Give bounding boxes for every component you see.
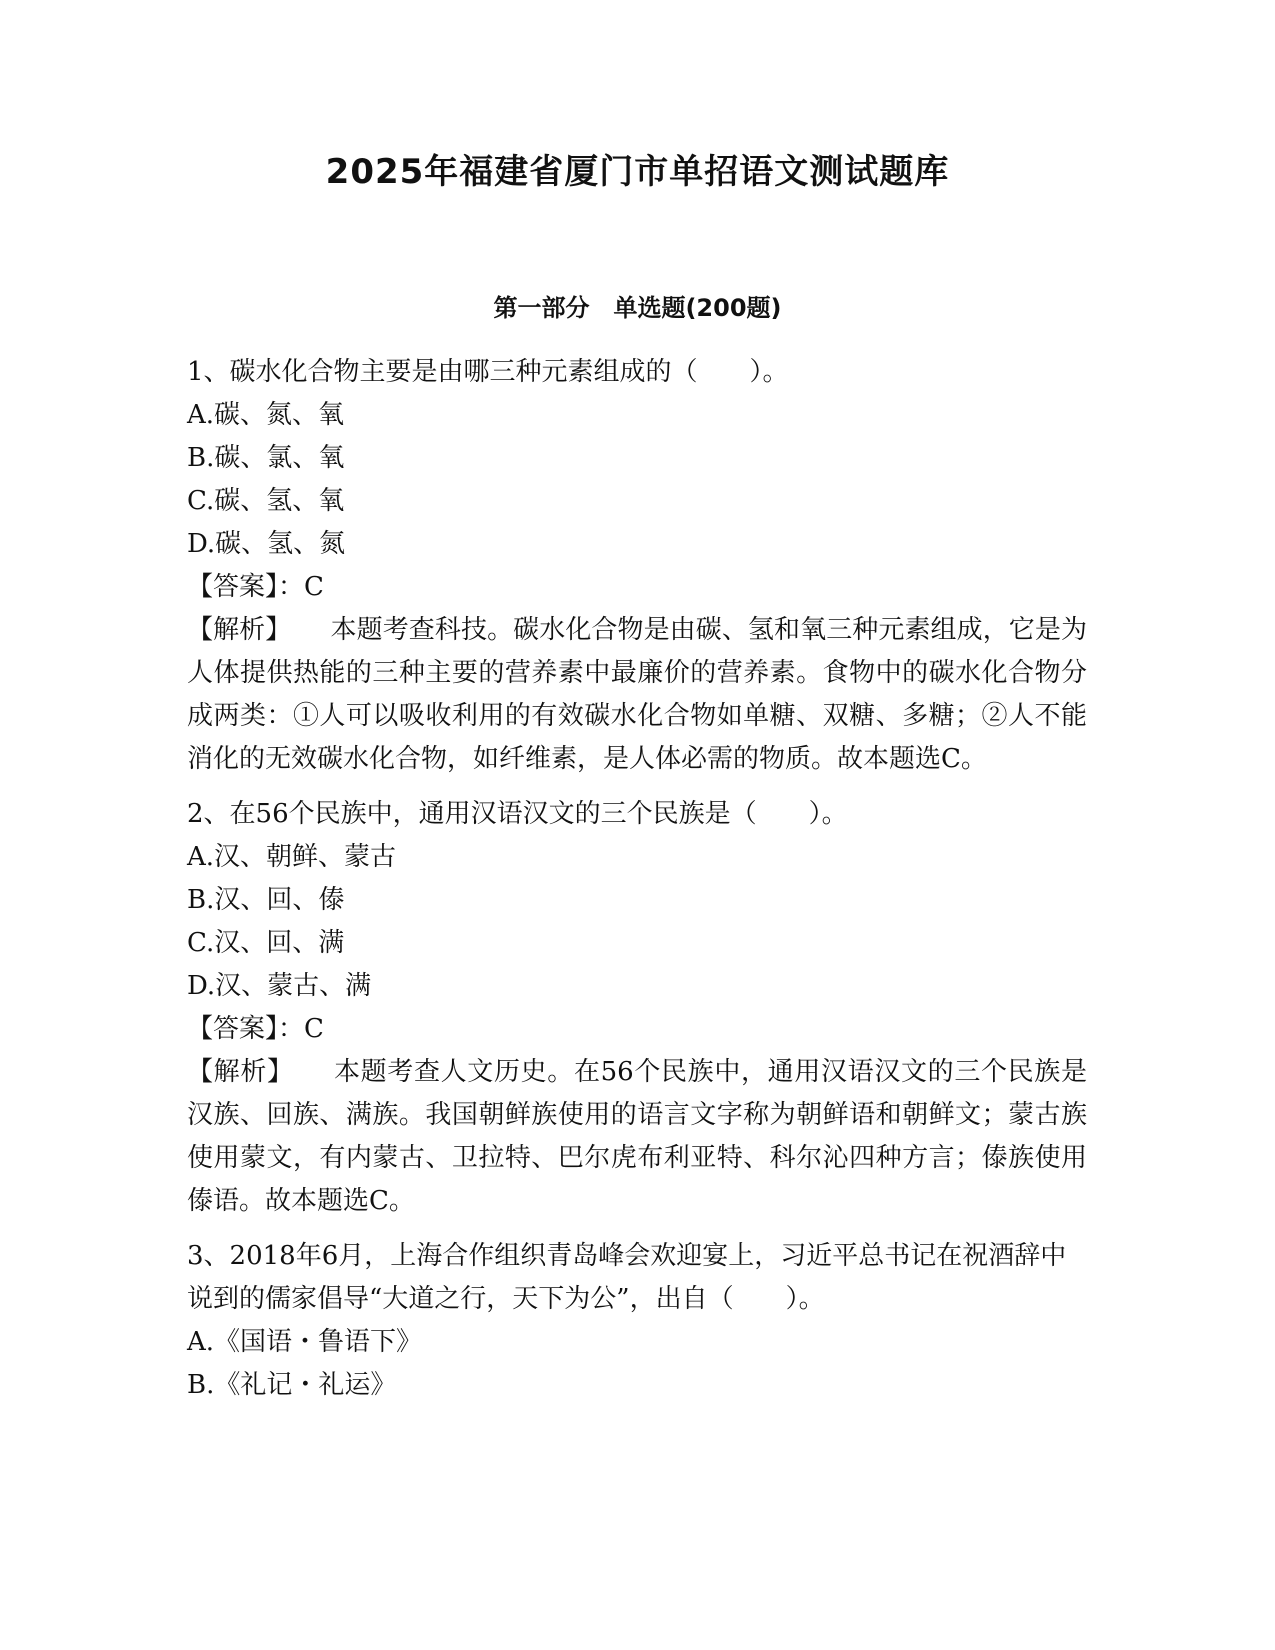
question-3 [187, 1235, 1087, 1407]
question-2 [187, 793, 1087, 1223]
option-d: D.汉、蒙古、满 [187, 971, 372, 1001]
option-c: C.汉、回、满 [187, 928, 345, 958]
answer-line [187, 1008, 1087, 1051]
option-b: B.《礼记・礼运》 [187, 1370, 397, 1400]
question-1 [187, 351, 1087, 781]
document-title: 2025年福建省厦门市单招语文测试题库 [325, 152, 950, 192]
section-title: 第一部分 单选题(200题) [493, 294, 782, 322]
option-a: A.《国语・鲁语下》 [187, 1327, 423, 1357]
question-stem: 3、2018年6月，上海合作组织青岛峰会欢迎宴上，习近平总书记在祝酒辞中说到的儒家倡导“大道之行，天下为公”，出自（ ）。 [187, 1241, 1067, 1314]
analysis-tag: 【解析】 [187, 1057, 281, 1087]
option-b: B.碳、氯、氧 [187, 443, 345, 473]
option-a: A.汉、朝鲜、蒙古 [187, 842, 397, 872]
option-b: B.汉、回、傣 [187, 885, 345, 915]
option-d: D.碳、氢、氮 [187, 529, 346, 559]
analysis-text: 本题考查人文历史。在56个民族中，通用汉语汉文的三个民族是汉族、回族、满族。我国朝鲜族使用的语言文字称为朝鲜语和朝鲜文；蒙古族使用蒙文，有内蒙古、卫拉特、巴尔虎布利亚特、科尔沁四种方言；傣族使用傣语。故本题选C。 [187, 1057, 1087, 1216]
analysis-paragraph [187, 1051, 1087, 1223]
question-stem: 2、在56个民族中，通用汉语汉文的三个民族是（ ）。 [187, 799, 848, 829]
answer-line [187, 566, 1087, 609]
option-c: C.碳、氢、氧 [187, 486, 345, 516]
answer-tag: 【答案】： [187, 572, 305, 602]
analysis-tag: 【解析】 [187, 615, 279, 645]
question-list [187, 351, 1087, 1419]
analysis-paragraph [187, 609, 1087, 781]
answer-value: C [304, 1014, 324, 1044]
analysis-text: 本题考查科技。碳水化合物是由碳、氢和氧三种元素组成，它是为人体提供热能的三种主要的营养素中最廉价的营养素。食物中的碳水化合物分成两类：①人可以吸收利用的有效碳水化合物如单糖、双糖、多糖；②人不能消化的无效碳水化合物，如纤维素，是人体必需的物质。故本题选C。 [187, 615, 1087, 774]
question-stem: 1、碳水化合物主要是由哪三种元素组成的（ ）。 [187, 357, 789, 387]
answer-tag: 【答案】： [187, 1014, 305, 1044]
answer-value: C [304, 572, 324, 602]
option-a: A.碳、氮、氧 [187, 400, 345, 430]
